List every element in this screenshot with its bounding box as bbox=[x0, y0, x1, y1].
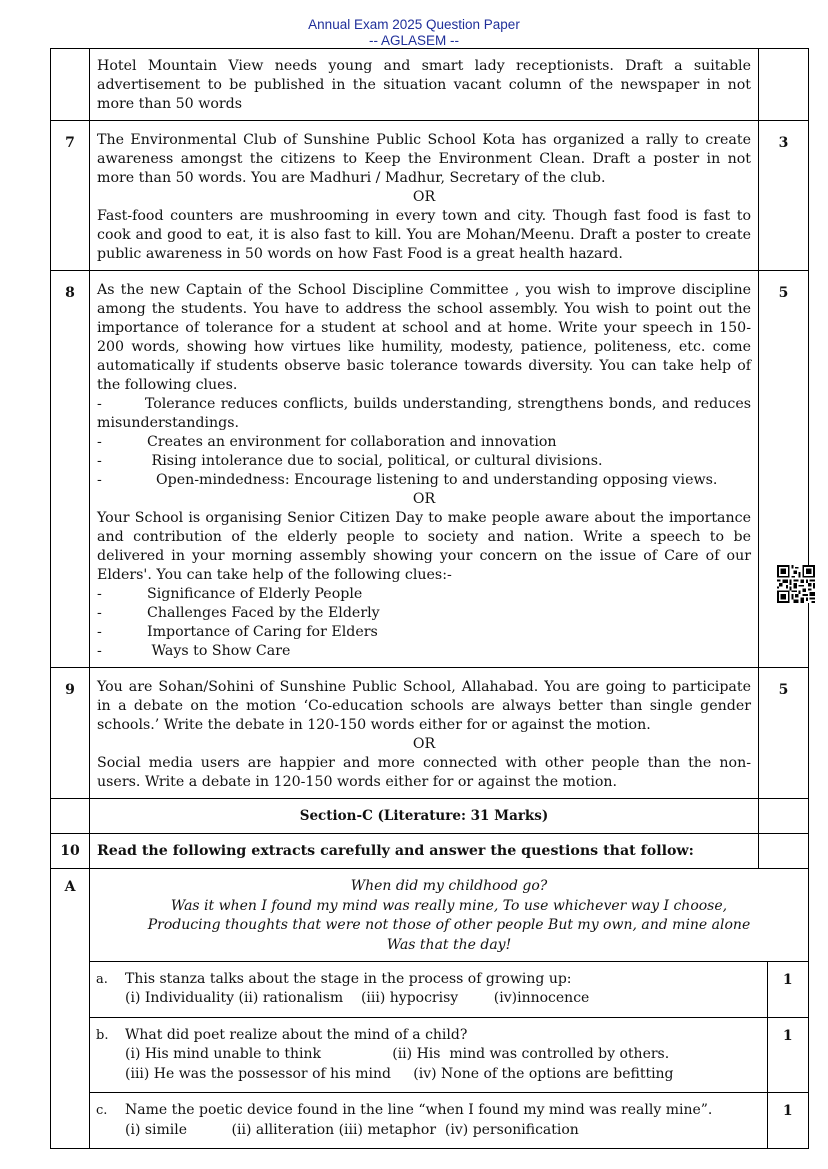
q6-paragraph: Hotel Mountain View needs young and smart lady receptionists. Draft a suitable advertisement to be published in the situation vacant column of the newspaper in not more than 50 words bbox=[97, 58, 751, 112]
subq-b-options-1: (i) His mind unable to think (ii) His mind was controlled by others. bbox=[125, 1046, 670, 1062]
clue-text: Open-mindedness: Encourage listening to and understanding opposing views. bbox=[147, 472, 718, 488]
q9-text bbox=[90, 668, 759, 799]
subq-a-question: This stanza talks about the stage in the process of growing up: bbox=[125, 970, 572, 987]
q6-number-cell bbox=[51, 49, 90, 121]
clue-text: Importance of Caring for Elders bbox=[147, 624, 378, 640]
subq-c-marks: 1 bbox=[767, 1093, 808, 1149]
q6-marks-cell bbox=[759, 49, 809, 121]
q8-option-a: As the new Captain of the School Discipline Committee , you wish to improve discipline among the students. You have to address the school assembly. You wish to point out the importance of tolerance for a student at school and at home. Write your speech in 150-200 words, showing how virtues like humility, modesty, patience, politeness, etc. come automatically if students observe basic tolerance towards diversity. You can take help of the following clues. bbox=[97, 282, 751, 393]
clue-dash: - bbox=[97, 643, 102, 659]
clue-dash: - bbox=[97, 605, 102, 621]
section-c-empty-cell bbox=[51, 799, 90, 834]
subq-c bbox=[90, 1093, 767, 1149]
clue-dash: - bbox=[97, 434, 102, 450]
clue-text: Ways to Show Care bbox=[147, 643, 291, 659]
subq-a-options: (i) Individuality (ii) rationalism (iii) hypocrisy (iv)innocence bbox=[125, 990, 590, 1006]
q7-option-b: Fast-food counters are mushrooming in every town and city. Though fast food is fast to cook and good to eat, it is also fast to kill. You are Mohan/Meenu. Draft a poster to create public awareness in 50 words on how Fast Food is a great health hazard. bbox=[97, 208, 751, 262]
qr-code-icon bbox=[777, 565, 815, 603]
q10-marks-cell bbox=[759, 834, 809, 869]
clue-text: Creates an environment for collaboration and innovation bbox=[147, 434, 557, 450]
q8-marks: 5 bbox=[759, 271, 809, 668]
q8-clue-b-3 bbox=[97, 623, 751, 642]
q7-number: 7 bbox=[51, 121, 90, 271]
q8-clue-b-1 bbox=[97, 585, 751, 604]
subq-a bbox=[90, 961, 767, 1017]
q6-text bbox=[90, 49, 759, 121]
subq-b-options-2: (iii) He was the possessor of his mind (iv) None of the options are befitting bbox=[125, 1065, 674, 1082]
q9-marks: 5 bbox=[759, 668, 809, 799]
clue-text: Significance of Elderly People bbox=[147, 586, 363, 602]
subq-c-options: (i) simile (ii) alliteration (iii) metaphor (iv) personification bbox=[125, 1121, 579, 1138]
subq-c-letter: c. bbox=[96, 1103, 108, 1118]
row-q7 bbox=[51, 121, 809, 271]
subq-a-letter: a. bbox=[96, 971, 108, 987]
q8-clue-b-4 bbox=[97, 642, 751, 661]
poem-line-4: Was that the day! bbox=[386, 936, 512, 953]
row-q8 bbox=[51, 271, 809, 668]
clue-text: Rising intolerance due to social, political, or cultural divisions. bbox=[147, 453, 603, 469]
extract-a-label: A bbox=[51, 869, 90, 1149]
q9-or: OR bbox=[412, 736, 436, 752]
clue-dash: - bbox=[97, 453, 102, 469]
subq-b-question: What did poet realize about the mind of a child? bbox=[125, 1026, 468, 1043]
row-q9 bbox=[51, 668, 809, 799]
poem-line-1: When did my childhood go? bbox=[350, 878, 548, 894]
q10-number: 10 bbox=[51, 834, 90, 869]
q8-clue-a-2 bbox=[97, 452, 751, 471]
poem-row bbox=[90, 869, 808, 961]
row-extract-a bbox=[51, 869, 809, 1149]
subq-row-a bbox=[90, 961, 808, 1017]
poem-line-2: Was it when I found my mind was really mine, To use whichever way I choose, bbox=[170, 897, 728, 914]
subq-row-c bbox=[90, 1093, 808, 1149]
row-q10 bbox=[51, 834, 809, 869]
clue-dash: - bbox=[97, 472, 102, 488]
clue-dash: - bbox=[97, 624, 102, 640]
row-q6-continued bbox=[51, 49, 809, 121]
q8-text bbox=[90, 271, 759, 668]
subq-b bbox=[90, 1017, 767, 1093]
poem-line-3: Producing thoughts that were not those of other people But my own, and mine alone bbox=[147, 917, 751, 933]
subq-row-b bbox=[90, 1017, 808, 1093]
q8-number: 8 bbox=[51, 271, 90, 668]
q9-option-a: You are Sohan/Sohini of Sunshine Public School, Allahabad. You are going to participate in a debate on the motion ‘Co-education schools are always better than single gender schools.’ Write the debate in 120-150 words either for or against the motion. bbox=[97, 679, 751, 733]
q9-number: 9 bbox=[51, 668, 90, 799]
section-c-heading: Section-C (Literature: 31 Marks) bbox=[90, 799, 759, 834]
row-section-c bbox=[51, 799, 809, 834]
q7-or: OR bbox=[412, 189, 436, 205]
q10-instruction: Read the following extracts carefully and answer the questions that follow: bbox=[90, 834, 759, 869]
header-title: Annual Exam 2025 Question Paper bbox=[308, 17, 520, 32]
q8-clue-1: - Tolerance reduces conflicts, builds understanding, strengthens bonds, and reduces misunderstandings. bbox=[97, 396, 756, 431]
q9-option-b: Social media users are happier and more connected with other people than the non- users. Write a debate in 120-150 words either for or against the motion. bbox=[97, 755, 751, 790]
clue-text: Challenges Faced by the Elderly bbox=[147, 605, 380, 621]
q8-clue-a-1 bbox=[97, 433, 751, 452]
section-c-marks-cell bbox=[759, 799, 809, 834]
question-table bbox=[50, 48, 809, 1149]
q8-or: OR bbox=[412, 491, 436, 507]
subq-b-letter: b. bbox=[96, 1027, 109, 1043]
q7-text bbox=[90, 121, 759, 271]
extract-a-table bbox=[90, 869, 808, 1148]
poem-extract bbox=[90, 869, 808, 961]
q7-option-a: The Environmental Club of Sunshine Public School Kota has organized a rally to create awareness amongst the citizens to Keep the Environment Clean. Draft a poster in not more than 50 words. You are Madhuri / Madhur, Secretary of the club. bbox=[97, 132, 751, 186]
clue-dash: - bbox=[97, 586, 102, 602]
subq-b-marks: 1 bbox=[767, 1017, 808, 1093]
subq-a-marks: 1 bbox=[767, 961, 808, 1017]
extract-a-container bbox=[90, 869, 809, 1149]
q7-marks: 3 bbox=[759, 121, 809, 271]
subq-c-question: Name the poetic device found in the line “when I found my mind was really mine”. bbox=[125, 1102, 713, 1118]
q8-clue-b-2 bbox=[97, 604, 751, 623]
header-source: -- AGLASEM -- bbox=[368, 33, 459, 48]
q8-clue-a-3 bbox=[97, 471, 751, 490]
q8-option-b: Your School is organising Senior Citizen Day to make people aware about the importance and contribution of the elderly people to society and nation. Write a speech to be delivered in your morning assembly showing your concern on the issue of Care of our Elders'. You can take help of the following clues:- bbox=[97, 510, 751, 583]
